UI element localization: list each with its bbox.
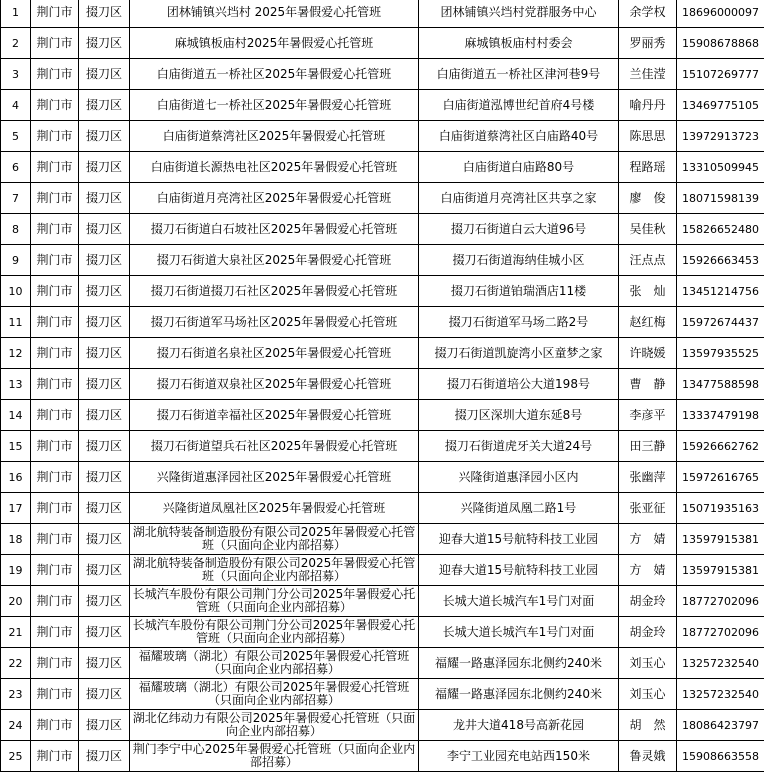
address-cell: 团林铺镇兴垱村党群服务中心 [419,0,619,28]
city-cell: 荆门市 [31,59,79,90]
class-name-cell: 荆门李宁中心2025年暑假爱心托管班（只面向企业内部招募） [130,741,419,772]
contact-cell: 李彦平 [619,400,677,431]
phone-cell: 13597915381 [677,524,764,555]
row-number: 22 [1,648,31,679]
class-name-cell: 白庙街道蔡湾社区2025年暑假爱心托管班 [130,121,419,152]
address-cell: 白庙街道五一桥社区津河巷9号 [419,59,619,90]
phone-cell: 15926663453 [677,245,764,276]
class-name-cell: 掇刀石街道军马场社区2025年暑假爱心托管班 [130,307,419,338]
city-cell: 荆门市 [31,493,79,524]
phone-cell: 13451214756 [677,276,764,307]
address-cell: 兴隆街道惠泽园小区内 [419,462,619,493]
table-row [1,245,764,276]
class-name-cell: 湖北亿纬动力有限公司2025年暑假爱心托管班（只面向企业内部招募） [130,710,419,741]
row-number: 4 [1,90,31,121]
row-number: 20 [1,586,31,617]
district-cell: 掇刀区 [79,431,130,462]
contact-cell: 胡金玲 [619,617,677,648]
row-number: 24 [1,710,31,741]
table-row [1,369,764,400]
city-cell: 荆门市 [31,710,79,741]
district-cell: 掇刀区 [79,214,130,245]
table-row [1,493,764,524]
row-number: 10 [1,276,31,307]
district-cell: 掇刀区 [79,276,130,307]
district-cell: 掇刀区 [79,59,130,90]
district-cell: 掇刀区 [79,493,130,524]
row-number: 16 [1,462,31,493]
table-row [1,524,764,555]
address-cell: 掇刀石街道铂瑞酒店11楼 [419,276,619,307]
row-number: 1 [1,0,31,28]
address-cell: 龙井大道418号高新花园 [419,710,619,741]
row-number: 13 [1,369,31,400]
district-cell: 掇刀区 [79,90,130,121]
phone-cell: 13337479198 [677,400,764,431]
phone-cell: 13972913723 [677,121,764,152]
contact-cell: 罗丽秀 [619,28,677,59]
row-number: 14 [1,400,31,431]
table-row [1,183,764,214]
table-row [1,307,764,338]
district-cell: 掇刀区 [79,462,130,493]
address-cell: 兴隆街道凤凰二路1号 [419,493,619,524]
address-cell: 白庙街道白庙路80号 [419,152,619,183]
table-row [1,710,764,741]
contact-cell: 张亚征 [619,493,677,524]
class-name-cell: 掇刀石街道大泉社区2025年暑假爱心托管班 [130,245,419,276]
contact-cell: 喻丹丹 [619,90,677,121]
class-name-cell: 掇刀石街道白石坡社区2025年暑假爱心托管班 [130,214,419,245]
class-name-cell: 掇刀石街道掇刀石社区2025年暑假爱心托管班 [130,276,419,307]
phone-cell: 13469775105 [677,90,764,121]
table-row [1,462,764,493]
city-cell: 荆门市 [31,28,79,59]
address-cell: 白庙街道泓博世纪首府4号楼 [419,90,619,121]
city-cell: 荆门市 [31,462,79,493]
district-cell: 掇刀区 [79,245,130,276]
district-cell: 掇刀区 [79,524,130,555]
class-name-cell: 白庙街道月亮湾社区2025年暑假爱心托管班 [130,183,419,214]
phone-cell: 13310509945 [677,152,764,183]
address-cell: 福耀一路惠泽园东北侧约240米 [419,648,619,679]
district-cell: 掇刀区 [79,555,130,586]
address-cell: 福耀一路惠泽园东北侧约240米 [419,679,619,710]
address-cell: 掇刀石街道海纳佳城小区 [419,245,619,276]
address-cell: 麻城镇板庙村村委会 [419,28,619,59]
address-cell: 掇刀石街道凯旋湾小区童梦之家 [419,338,619,369]
contact-cell: 张幽萍 [619,462,677,493]
row-number: 8 [1,214,31,245]
address-cell: 长城大道长城汽车1号门对面 [419,586,619,617]
district-cell: 掇刀区 [79,586,130,617]
phone-cell: 18696000097 [677,0,764,28]
district-cell: 掇刀区 [79,679,130,710]
address-cell: 掇刀区深圳大道东延8号 [419,400,619,431]
city-cell: 荆门市 [31,245,79,276]
district-cell: 掇刀区 [79,28,130,59]
phone-cell: 15972674437 [677,307,764,338]
contact-cell: 吴佳秋 [619,214,677,245]
table-row [1,679,764,710]
district-cell: 掇刀区 [79,648,130,679]
table-row [1,214,764,245]
contact-cell: 汪点点 [619,245,677,276]
phone-cell: 18086423797 [677,710,764,741]
district-cell: 掇刀区 [79,307,130,338]
city-cell: 荆门市 [31,276,79,307]
address-cell: 白庙街道蔡湾社区白庙路40号 [419,121,619,152]
address-cell: 长城大道长城汽车1号门对面 [419,617,619,648]
row-number: 23 [1,679,31,710]
row-number: 21 [1,617,31,648]
class-name-cell: 白庙街道长源热电社区2025年暑假爱心托管班 [130,152,419,183]
class-name-cell: 掇刀石街道望兵石社区2025年暑假爱心托管班 [130,431,419,462]
phone-cell: 15908678868 [677,28,764,59]
phone-cell: 15071935163 [677,493,764,524]
phone-cell: 18772702096 [677,586,764,617]
row-number: 19 [1,555,31,586]
class-name-cell: 麻城镇板庙村2025年暑假爱心托管班 [130,28,419,59]
contact-cell: 程路瑶 [619,152,677,183]
class-name-cell: 福耀玻璃（湖北）有限公司2025年暑假爱心托管班（只面向企业内部招募） [130,679,419,710]
city-cell: 荆门市 [31,307,79,338]
class-name-cell: 长城汽车股份有限公司荆门分公司2025年暑假爱心托管班（只面向企业内部招募） [130,617,419,648]
table-row [1,338,764,369]
row-number: 6 [1,152,31,183]
contact-cell: 田三静 [619,431,677,462]
contact-cell: 余学权 [619,0,677,28]
row-number: 3 [1,59,31,90]
phone-cell: 18772702096 [677,617,764,648]
contact-cell: 胡金玲 [619,586,677,617]
class-name-cell: 湖北航特装备制造股份有限公司2025年暑假爱心托管班（只面向企业内部招募） [130,555,419,586]
class-name-cell: 白庙街道五一桥社区2025年暑假爱心托管班 [130,59,419,90]
row-number: 18 [1,524,31,555]
table-row [1,400,764,431]
table-row [1,121,764,152]
city-cell: 荆门市 [31,214,79,245]
table-row [1,555,764,586]
contact-cell: 廖 俊 [619,183,677,214]
contact-cell: 许晓媛 [619,338,677,369]
row-number: 15 [1,431,31,462]
table-row [1,59,764,90]
class-name-cell: 掇刀石街道幸福社区2025年暑假爱心托管班 [130,400,419,431]
contact-cell: 曹 静 [619,369,677,400]
class-name-cell: 兴隆街道凤凰社区2025年暑假爱心托管班 [130,493,419,524]
district-cell: 掇刀区 [79,741,130,772]
table-row [1,617,764,648]
phone-cell: 13597935525 [677,338,764,369]
district-cell: 掇刀区 [79,400,130,431]
city-cell: 荆门市 [31,741,79,772]
class-name-cell: 兴隆街道惠泽园社区2025年暑假爱心托管班 [130,462,419,493]
contact-cell: 陈思思 [619,121,677,152]
table-row [1,152,764,183]
city-cell: 荆门市 [31,369,79,400]
address-cell: 迎春大道15号航特科技工业园 [419,524,619,555]
district-cell: 掇刀区 [79,0,130,28]
row-number: 12 [1,338,31,369]
table-body [1,0,764,772]
city-cell: 荆门市 [31,648,79,679]
phone-cell: 15926662762 [677,431,764,462]
class-name-cell: 长城汽车股份有限公司荆门分公司2025年暑假爱心托管班（只面向企业内部招募） [130,586,419,617]
phone-cell: 13597915381 [677,555,764,586]
city-cell: 荆门市 [31,183,79,214]
phone-cell: 13257232540 [677,648,764,679]
table-row [1,586,764,617]
city-cell: 荆门市 [31,524,79,555]
row-number: 5 [1,121,31,152]
city-cell: 荆门市 [31,152,79,183]
address-cell: 掇刀石街道白云大道96号 [419,214,619,245]
city-cell: 荆门市 [31,679,79,710]
address-cell: 白庙街道月亮湾社区共享之家 [419,183,619,214]
phone-cell: 18071598139 [677,183,764,214]
address-cell: 迎春大道15号航特科技工业园 [419,555,619,586]
table-row [1,28,764,59]
class-name-cell: 白庙街道七一桥社区2025年暑假爱心托管班 [130,90,419,121]
row-number: 2 [1,28,31,59]
district-cell: 掇刀区 [79,617,130,648]
class-name-cell: 掇刀石街道双泉社区2025年暑假爱心托管班 [130,369,419,400]
phone-cell: 15107269777 [677,59,764,90]
address-cell: 李宁工业园充电站西150米 [419,741,619,772]
city-cell: 荆门市 [31,617,79,648]
district-cell: 掇刀区 [79,183,130,214]
city-cell: 荆门市 [31,121,79,152]
city-cell: 荆门市 [31,586,79,617]
class-name-cell: 掇刀石街道名泉社区2025年暑假爱心托管班 [130,338,419,369]
phone-cell: 15826652480 [677,214,764,245]
row-number: 17 [1,493,31,524]
contact-cell: 张 灿 [619,276,677,307]
row-number: 11 [1,307,31,338]
phone-cell: 15908663558 [677,741,764,772]
contact-cell: 方 婧 [619,555,677,586]
district-cell: 掇刀区 [79,338,130,369]
contact-cell: 兰佳滢 [619,59,677,90]
phone-cell: 13257232540 [677,679,764,710]
city-cell: 荆门市 [31,400,79,431]
table-row [1,276,764,307]
contact-cell: 刘玉心 [619,648,677,679]
table-row [1,90,764,121]
class-name-cell: 团林铺镇兴垱村 2025年暑假爱心托管班 [130,0,419,28]
row-number: 25 [1,741,31,772]
city-cell: 荆门市 [31,0,79,28]
phone-cell: 15972616765 [677,462,764,493]
district-cell: 掇刀区 [79,369,130,400]
class-name-cell: 湖北航特装备制造股份有限公司2025年暑假爱心托管班（只面向企业内部招募） [130,524,419,555]
phone-cell: 13477588598 [677,369,764,400]
city-cell: 荆门市 [31,431,79,462]
table-row [1,648,764,679]
city-cell: 荆门市 [31,555,79,586]
city-cell: 荆门市 [31,338,79,369]
city-cell: 荆门市 [31,90,79,121]
table-row [1,0,764,28]
district-cell: 掇刀区 [79,121,130,152]
row-number: 7 [1,183,31,214]
table-row [1,741,764,772]
contact-cell: 胡 然 [619,710,677,741]
contact-cell: 鲁灵娥 [619,741,677,772]
contact-cell: 方 婧 [619,524,677,555]
district-cell: 掇刀区 [79,152,130,183]
address-cell: 掇刀石街道虎牙关大道24号 [419,431,619,462]
contact-cell: 刘玉心 [619,679,677,710]
table-row [1,431,764,462]
row-number: 9 [1,245,31,276]
contact-cell: 赵红梅 [619,307,677,338]
class-name-cell: 福耀玻璃（湖北）有限公司2025年暑假爱心托管班（只面向企业内部招募） [130,648,419,679]
district-cell: 掇刀区 [79,710,130,741]
address-cell: 掇刀石街道培公大道198号 [419,369,619,400]
address-cell: 掇刀石街道军马场二路2号 [419,307,619,338]
